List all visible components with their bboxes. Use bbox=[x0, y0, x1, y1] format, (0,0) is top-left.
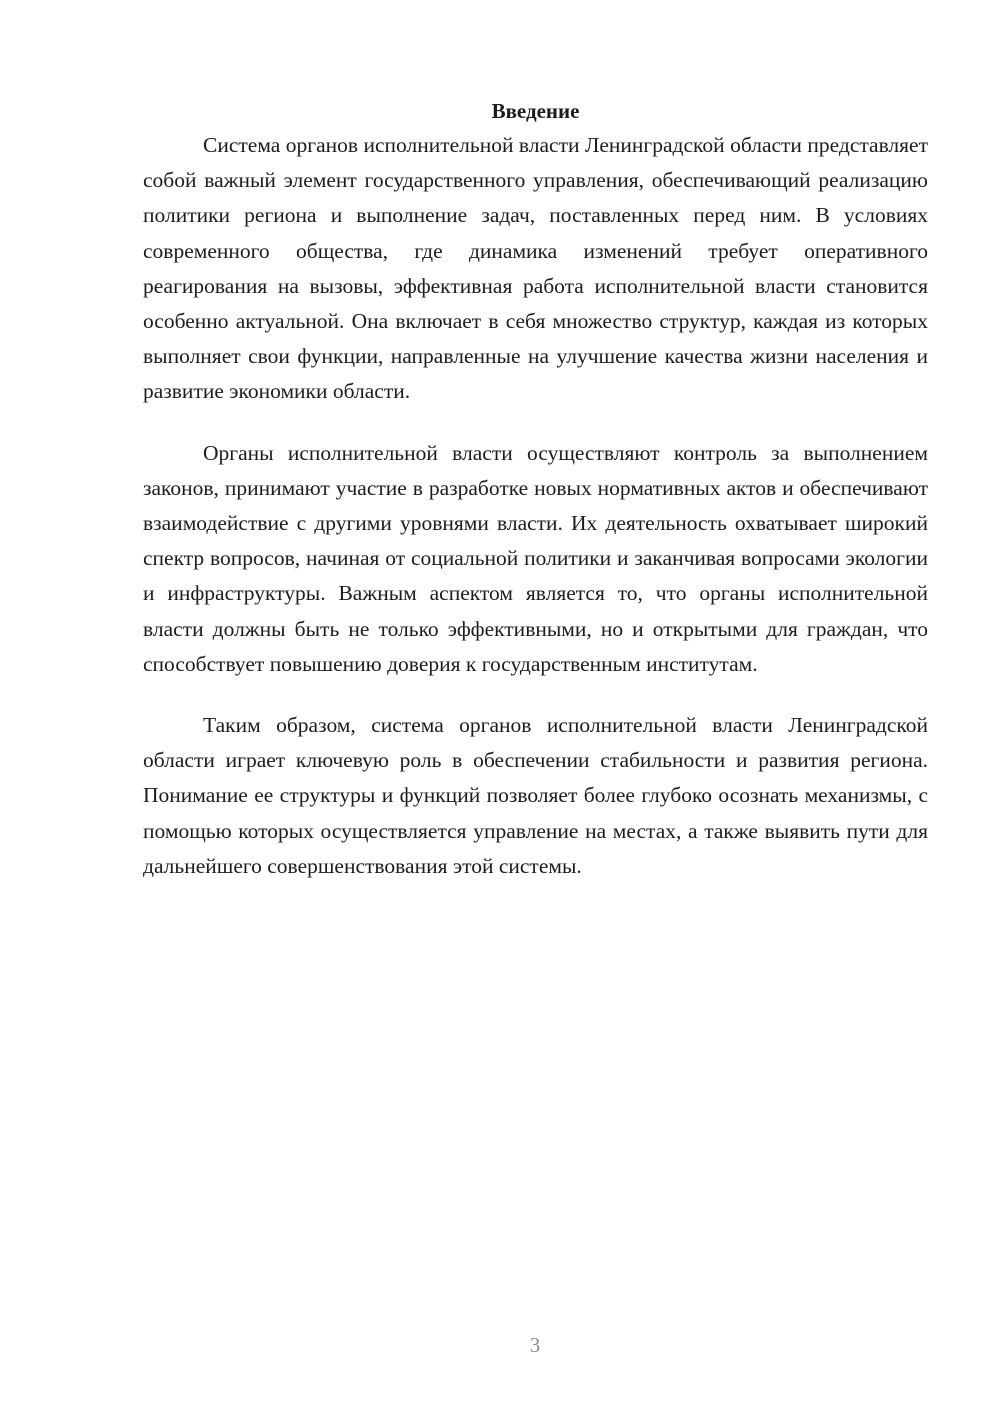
page-content bbox=[143, 96, 928, 884]
page-number: 3 bbox=[529, 1333, 541, 1357]
paragraph-1: Система органов исполнительной власти Ленинградской области представляет собой важный элемент государственного управления, обеспечивающий реализацию политики региона и выполнение задач, поставленных перед ним. В условиях современного общества, где динамика изменений требует оперативного реагирования на вызовы, эффективная работа исполнительной власти становится особенно актуальной. Она включает в себя множество структур, каждая из которых выполняет свои функции, направленные на улучшение качества жизни населения и развитие экономики области. bbox=[143, 133, 928, 404]
paragraph-3: Таким образом, система органов исполнительной власти Ленинградской области играет ключевую роль в обеспечении стабильности и развития региона. Понимание ее структуры и функций позволяет более глубоко осознать механизмы, с помощью которых осуществляется управление на местах, а также выявить пути для дальнейшего совершенствования этой системы. bbox=[143, 713, 928, 878]
section-title: Введение bbox=[491, 99, 580, 123]
paragraph-2: Органы исполнительной власти осуществляют контроль за выполнением законов, принимают участие в разработке новых нормативных актов и обеспечивают взаимодействие с другими уровнями власти. Их деятельность охватывает широкий спектр вопросов, начиная от социальной политики и заканчивая вопросами экологии и инфраструктуры. Важным аспектом является то, что органы исполнительной власти должны быть не только эффективными, но и открытыми для граждан, что способствует повышению доверия к государственным институтам. bbox=[143, 440, 928, 676]
